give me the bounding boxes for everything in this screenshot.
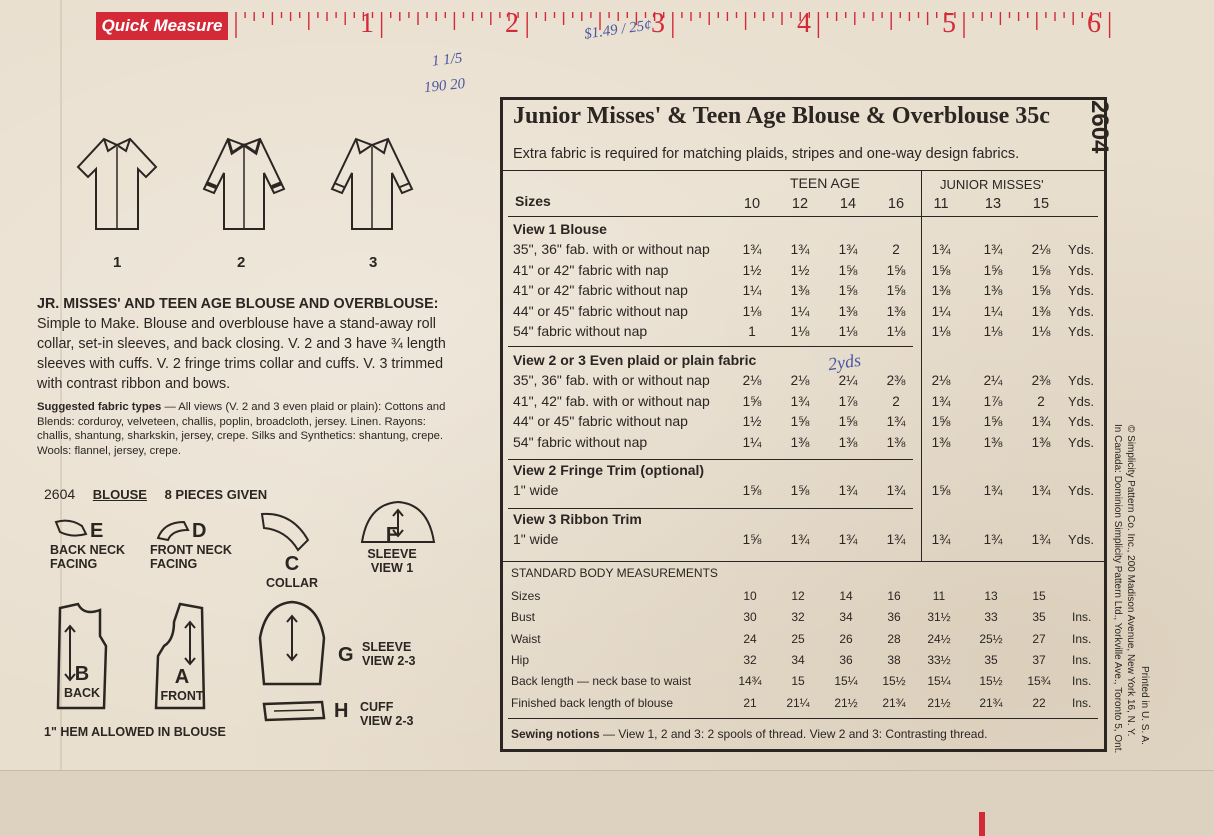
measurement-cell: 22	[1032, 695, 1046, 710]
measurement-cell: 15½	[979, 674, 1003, 689]
view-number: 1	[113, 254, 122, 271]
yardage-cell: 1⅞	[983, 393, 1003, 409]
ruler-number-3: 3	[651, 8, 665, 39]
measurement-cell: 13	[984, 589, 998, 603]
yardage-cell: 1⅜	[838, 434, 858, 450]
row-label: 54" fabric without nap	[513, 433, 648, 450]
measurement-cell: 25½	[979, 631, 1003, 646]
yardage-cell: 1¾	[983, 242, 1003, 257]
size-header: 11	[933, 196, 949, 212]
unit-label: Yds.	[1068, 393, 1095, 409]
measurement-cell: 15	[1032, 589, 1046, 603]
view-3-sketch	[322, 133, 422, 233]
yardage-cell: 1⅜	[1031, 303, 1051, 319]
yardage-cell: 1⅝	[931, 483, 951, 498]
view-2-sketch	[194, 133, 294, 233]
handwritten-price: $1.49 / 25¢	[583, 17, 653, 43]
fabric-types	[37, 400, 457, 458]
yardage-cell: 1⅝	[742, 532, 762, 547]
measurement-cell: 33	[984, 610, 998, 625]
piece-letter: G	[338, 644, 354, 666]
yardage-cell: 1¾	[838, 483, 858, 498]
piece-label: VIEW 2-3	[360, 714, 414, 728]
measurement-cell: 34	[839, 610, 853, 625]
piece-b	[60, 663, 104, 700]
yardage-cell: 1¼	[742, 283, 762, 298]
yardage-cell: 1⅛	[742, 303, 762, 319]
yardage-cell: 1⅜	[1031, 434, 1051, 450]
measurement-cell: 33½	[927, 652, 951, 667]
piece-label: VIEW 2-3	[362, 654, 416, 668]
yardage-cell: 1¾	[886, 483, 906, 498]
measurement-cell: 36	[839, 652, 853, 667]
table-rule	[508, 718, 1098, 719]
yardage-cell: 1⅝	[931, 262, 951, 278]
yardage-cell: 2¼	[838, 373, 858, 388]
ruler-number-2: 2	[505, 8, 519, 39]
description	[37, 294, 457, 394]
yardage-cell: 1⅜	[790, 283, 810, 298]
measurement-label: Sizes	[511, 589, 541, 603]
yardage-cell: 1¾	[983, 483, 1003, 498]
cuff-shape	[260, 698, 328, 724]
notions-label: Sewing notions	[511, 727, 600, 741]
pattern-number: 2604	[44, 486, 76, 502]
yardage-cell: 2¼	[983, 373, 1003, 388]
yardage-cell: 1⅝	[790, 483, 810, 498]
yardage-cell: 1⅝	[838, 283, 858, 298]
measurement-cell: 21½	[927, 695, 951, 710]
piece-label: VIEW 1	[370, 561, 414, 575]
yardage-cell: 1⅛	[983, 324, 1003, 339]
yardage-cell: 1¾	[931, 242, 951, 257]
measurements-title: STANDARD BODY MEASUREMENTS	[511, 566, 718, 580]
ruler-number-1: 1	[360, 8, 374, 39]
unit-label: Yds.	[1068, 283, 1095, 298]
yardage-cell: 1⅝	[886, 283, 906, 298]
view-number: 2	[237, 254, 246, 271]
measurement-cell: 30	[743, 610, 757, 625]
row-label: 35", 36" fab. with or without nap	[513, 241, 710, 257]
unit-label: Yds.	[1068, 414, 1095, 429]
measurement-cell: 12	[791, 589, 805, 603]
table-rule	[508, 216, 1098, 217]
yardage-cell: 1⅜	[886, 434, 906, 450]
yardage-cell: 1⅜	[931, 283, 951, 298]
yardage-cell: 1⅝	[1031, 283, 1051, 298]
unit-label: Yds.	[1068, 262, 1095, 278]
piece-letter: C	[284, 553, 300, 575]
row-label: 44" or 45" fabric without nap	[513, 302, 688, 319]
ruler-number-5: 5	[942, 8, 956, 39]
piece-a	[156, 666, 208, 703]
yardage-cell: 1⅜	[931, 434, 951, 450]
red-tab-mark	[979, 812, 985, 836]
yardage-cell: 2⅛	[790, 373, 810, 388]
piece-label: CUFF	[360, 700, 394, 714]
yardage-cell: 1¾	[790, 393, 810, 409]
yardage-cell: 1⅝	[983, 262, 1003, 278]
yardage-cell: 2⅜	[1031, 373, 1051, 388]
yardage-cell: 1⅜	[886, 303, 906, 319]
section-title: View 3 Ribbon Trim	[513, 511, 642, 527]
piece-label: FACING	[150, 557, 198, 571]
piece-letter: H	[334, 700, 349, 722]
yardage-cell: 2	[1037, 393, 1045, 409]
yardage-cell: 1⅝	[983, 414, 1003, 429]
yardage-cell: 1⅛	[790, 324, 810, 339]
yardage-cell: 1¾	[790, 242, 810, 257]
piece-letter: A	[174, 666, 190, 688]
unit-label: Yds.	[1068, 373, 1095, 388]
measurement-cell: 15¾	[1027, 674, 1051, 689]
measurement-cell: 10	[743, 589, 757, 603]
measurement-unit: Ins.	[1072, 631, 1092, 646]
description-heading: JR. MISSES' AND TEEN AGE BLOUSE AND OVERBLOUSE:	[37, 296, 439, 312]
group-junior-misses: JUNIOR MISSES'	[940, 177, 1044, 192]
measurement-cell: 24	[743, 631, 757, 646]
sizes-label: Sizes	[515, 193, 551, 209]
piece-c	[262, 553, 322, 590]
row-label: 44" or 45" fabric without nap	[513, 413, 688, 429]
measurement-cell: 38	[887, 652, 901, 667]
yardage-cell: 1½	[742, 414, 762, 429]
yardage-cell: 1⅝	[1031, 262, 1051, 278]
measurement-unit: Ins.	[1072, 610, 1092, 625]
yardage-cell: 1⅜	[790, 434, 810, 450]
ruler-number-6: 6	[1087, 8, 1101, 39]
measurement-cell: 25	[791, 631, 805, 646]
row-label: 35", 36" fab. with or without nap	[513, 372, 710, 388]
notions-text: — View 1, 2 and 3: 2 spools of thread. View 2 and 3: Contrasting thread.	[603, 727, 988, 741]
yardage-cell: 1⅞	[838, 393, 858, 409]
unit-label: Yds.	[1068, 532, 1095, 547]
row-label: 54" fabric without nap	[513, 323, 648, 339]
size-header: 13	[984, 196, 1002, 212]
handwritten-note: 190 20	[423, 75, 466, 97]
yardage-cell: 1¼	[790, 303, 810, 319]
piece-letter: E	[90, 520, 104, 542]
yardage-cell: 1¾	[1031, 532, 1051, 547]
measurement-cell: 21¾	[882, 695, 906, 710]
measurement-cell: 35	[1032, 610, 1046, 625]
yardage-cell: 1¾	[838, 242, 858, 257]
piece-label: BACK NECK	[50, 543, 125, 557]
table-rule	[508, 346, 913, 347]
yardage-cell: 1⅝	[931, 414, 951, 429]
yardage-cell: 1¾	[931, 532, 951, 547]
yardage-cell: 1⅝	[790, 414, 810, 429]
yardage-cell: 1⅝	[838, 262, 858, 278]
yardage-cell: 1⅜	[838, 303, 858, 319]
row-label: 41" or 42" fabric without nap	[513, 282, 688, 298]
measurement-cell: 36	[887, 610, 901, 625]
unit-label: Yds.	[1068, 324, 1095, 339]
yardage-cell: 2	[892, 242, 900, 257]
piece-label: SLEEVE	[367, 547, 417, 561]
measurement-cell: 21	[743, 695, 757, 710]
table-rule	[921, 170, 922, 562]
hem-note: 1" HEM ALLOWED IN BLOUSE	[44, 725, 226, 739]
measurement-cell: 37	[1032, 652, 1046, 667]
group-teen-age: TEEN AGE	[790, 175, 861, 191]
yardage-cell: 1	[748, 324, 756, 339]
measurement-cell: 21¾	[979, 695, 1003, 710]
measurement-cell: 14¾	[738, 674, 762, 689]
pattern-number-side: 2604	[1086, 100, 1113, 154]
piece-label: COLLAR	[265, 576, 319, 590]
table-rule	[500, 170, 1107, 171]
measurement-label: Finished back length of blouse	[511, 695, 674, 710]
yardage-cell: 1¼	[742, 434, 762, 450]
yardage-cell: 1½	[742, 262, 762, 278]
unit-label: Yds.	[1068, 434, 1095, 450]
yardage-cell: 1¾	[838, 532, 858, 547]
piece-label: FACING	[50, 557, 98, 571]
measurement-unit: Ins.	[1072, 695, 1092, 710]
row-label: 1" wide	[513, 482, 559, 498]
chart-title: Junior Misses' & Teen Age Blouse & Overblouse 35c	[513, 103, 1050, 129]
measurement-cell: 35	[984, 652, 998, 667]
printed-text: Printed in U. S. A.	[1139, 666, 1150, 745]
yardage-cell: 1⅜	[983, 434, 1003, 450]
measurement-cell: 21½	[834, 695, 858, 710]
view-number: 3	[369, 254, 378, 271]
yardage-cell: 1½	[790, 262, 810, 278]
yardage-cell: 1¼	[983, 303, 1003, 319]
yardage-cell: 1¾	[931, 393, 951, 409]
piece-label: SLEEVE	[362, 640, 412, 654]
yardage-cell: 1⅛	[1031, 324, 1051, 339]
yardage-cell: 1⅝	[886, 262, 906, 278]
table-rule	[508, 459, 913, 460]
ruler-number-4: 4	[797, 8, 811, 39]
piece-letter: D	[192, 520, 207, 542]
piece-f	[366, 524, 418, 575]
quick-measure-badge: Quick Measure	[96, 12, 228, 40]
yardage-cell: 1⅝	[742, 483, 762, 498]
collar-shape	[258, 504, 314, 554]
piece-label: FRONT	[160, 689, 204, 703]
yardage-cell: 1⅝	[838, 414, 858, 429]
sleeve-view-2-3-shape	[254, 598, 330, 690]
fabric-text: — All views (V. 2 and 3 even plaid or plain): Cottons and Blends: corduroy, velveteen, challis, poplin, broadcloth, jersey. Linen. Rayons: challis, shantung, sharkskin, jersey, crepe. Silks and Synthetics: shantung, crepe. Wools: flannel, jersey, crepe.	[37, 401, 446, 457]
row-label: 41" or 42" fabric with nap	[513, 261, 669, 278]
piece-label: BACK	[63, 686, 101, 700]
measurement-cell: 24½	[927, 631, 951, 646]
yardage-cell: 2⅛	[931, 373, 951, 388]
measurement-cell: 16	[887, 589, 901, 603]
measurement-cell: 14	[839, 589, 853, 603]
measurement-cell: 28	[887, 631, 901, 646]
measurement-label: Waist	[511, 631, 541, 646]
measurement-cell: 15½	[882, 674, 906, 689]
piece-d	[150, 520, 232, 571]
view-1-sketch	[74, 133, 160, 233]
size-header: 16	[887, 196, 905, 212]
yardage-cell: 1⅝	[742, 393, 762, 409]
description-text: Simple to Make. Blouse and overblouse have a stand-away roll collar, set-in sleeves, and back closing. V. 2 and 3 have ¾ length sleeves with cuffs. V. 2 fringe trims collar and cuffs. V. 3 trimmed with contrast ribbon and bows.	[37, 316, 446, 392]
yardage-cell: 1¾	[983, 532, 1003, 547]
section-title: View 1 Blouse	[513, 221, 607, 237]
copyright-text: © Simplicity Pattern Co. Inc., 200 Madison Avenue, New York 16, N. Y.	[1125, 425, 1136, 737]
unit-label: Yds.	[1068, 242, 1095, 257]
handwritten-note: 1 1/5	[431, 50, 464, 70]
piece-e	[50, 520, 125, 571]
measurement-label: Back length — neck base to waist	[511, 674, 692, 689]
size-header: 15	[1032, 196, 1050, 212]
measurement-cell: 15¼	[927, 674, 951, 689]
table-rule	[508, 508, 913, 509]
size-header: 12	[791, 196, 809, 212]
section-title: View 2 Fringe Trim (optional)	[513, 462, 705, 478]
fabric-heading: Suggested fabric types	[37, 401, 162, 413]
yardage-cell: 1⅛	[838, 324, 858, 339]
yardage-cell: 1¾	[790, 532, 810, 547]
measurement-cell: 26	[839, 631, 853, 646]
measurement-cell: 34	[791, 652, 805, 667]
unit-label: Yds.	[1068, 483, 1095, 498]
handwritten-note: 2yds	[826, 349, 863, 375]
yardage-cell: 1¼	[931, 303, 951, 319]
yardage-cell: 1¾	[1031, 414, 1051, 429]
canada-text: In Canada: Dominion Simplicity Pattern Ltd., Yorkville Ave., Toronto 5, Ont.	[1112, 424, 1123, 754]
measurement-cell: 31½	[927, 610, 951, 625]
piece-g	[338, 640, 416, 668]
measurement-cell: 11	[932, 589, 946, 603]
pieces-given: 8 PIECES GIVEN	[164, 487, 268, 502]
yardage-cell: 1⅛	[886, 324, 906, 339]
piece-label: FRONT NECK	[150, 543, 232, 557]
yardage-cell: 1⅜	[983, 283, 1003, 298]
measurement-label: Hip	[511, 652, 530, 667]
measurement-cell: 32	[743, 652, 757, 667]
yardage-cell: 1¾	[886, 414, 906, 429]
row-label: 41", 42" fab. with or without nap	[513, 392, 710, 409]
measurement-cell: 15¼	[834, 674, 858, 689]
measurement-unit: Ins.	[1072, 652, 1092, 667]
measurement-label: Bust	[511, 610, 536, 625]
yardage-cell: 2	[892, 393, 900, 409]
yardage-cell: 1¾	[886, 532, 906, 547]
size-header: 14	[839, 196, 857, 212]
envelope-flap	[0, 770, 1214, 836]
row-label: 1" wide	[513, 531, 559, 547]
measurement-cell: 15	[791, 674, 805, 689]
sewing-notions	[511, 727, 987, 741]
table-rule	[500, 561, 1107, 562]
section-title: View 2 or 3 Even plaid or plain fabric	[513, 352, 757, 368]
yardage-cell: 2⅛	[742, 373, 762, 388]
yardage-cell: 2⅛	[1031, 242, 1051, 257]
measurement-cell: 32	[791, 610, 805, 625]
size-header: 10	[743, 196, 761, 212]
unit-label: Yds.	[1068, 303, 1095, 319]
garment-label: BLOUSE	[92, 487, 147, 502]
measurement-cell: 21¼	[786, 695, 810, 710]
piece-h	[334, 700, 414, 728]
yardage-cell: 2⅜	[886, 373, 906, 388]
pieces-header	[44, 486, 281, 502]
measurement-cell: 27	[1032, 631, 1046, 646]
yardage-cell: 1⅛	[931, 324, 951, 339]
piece-letter: B	[74, 663, 90, 685]
yardage-cell: 1¾	[1031, 483, 1051, 498]
measurement-unit: Ins.	[1072, 674, 1092, 689]
chart-subtitle: Extra fabric is required for matching plaids, stripes and one-way design fabrics.	[513, 146, 1020, 162]
piece-letter: F	[385, 524, 399, 546]
yardage-cell: 1¾	[742, 242, 762, 257]
